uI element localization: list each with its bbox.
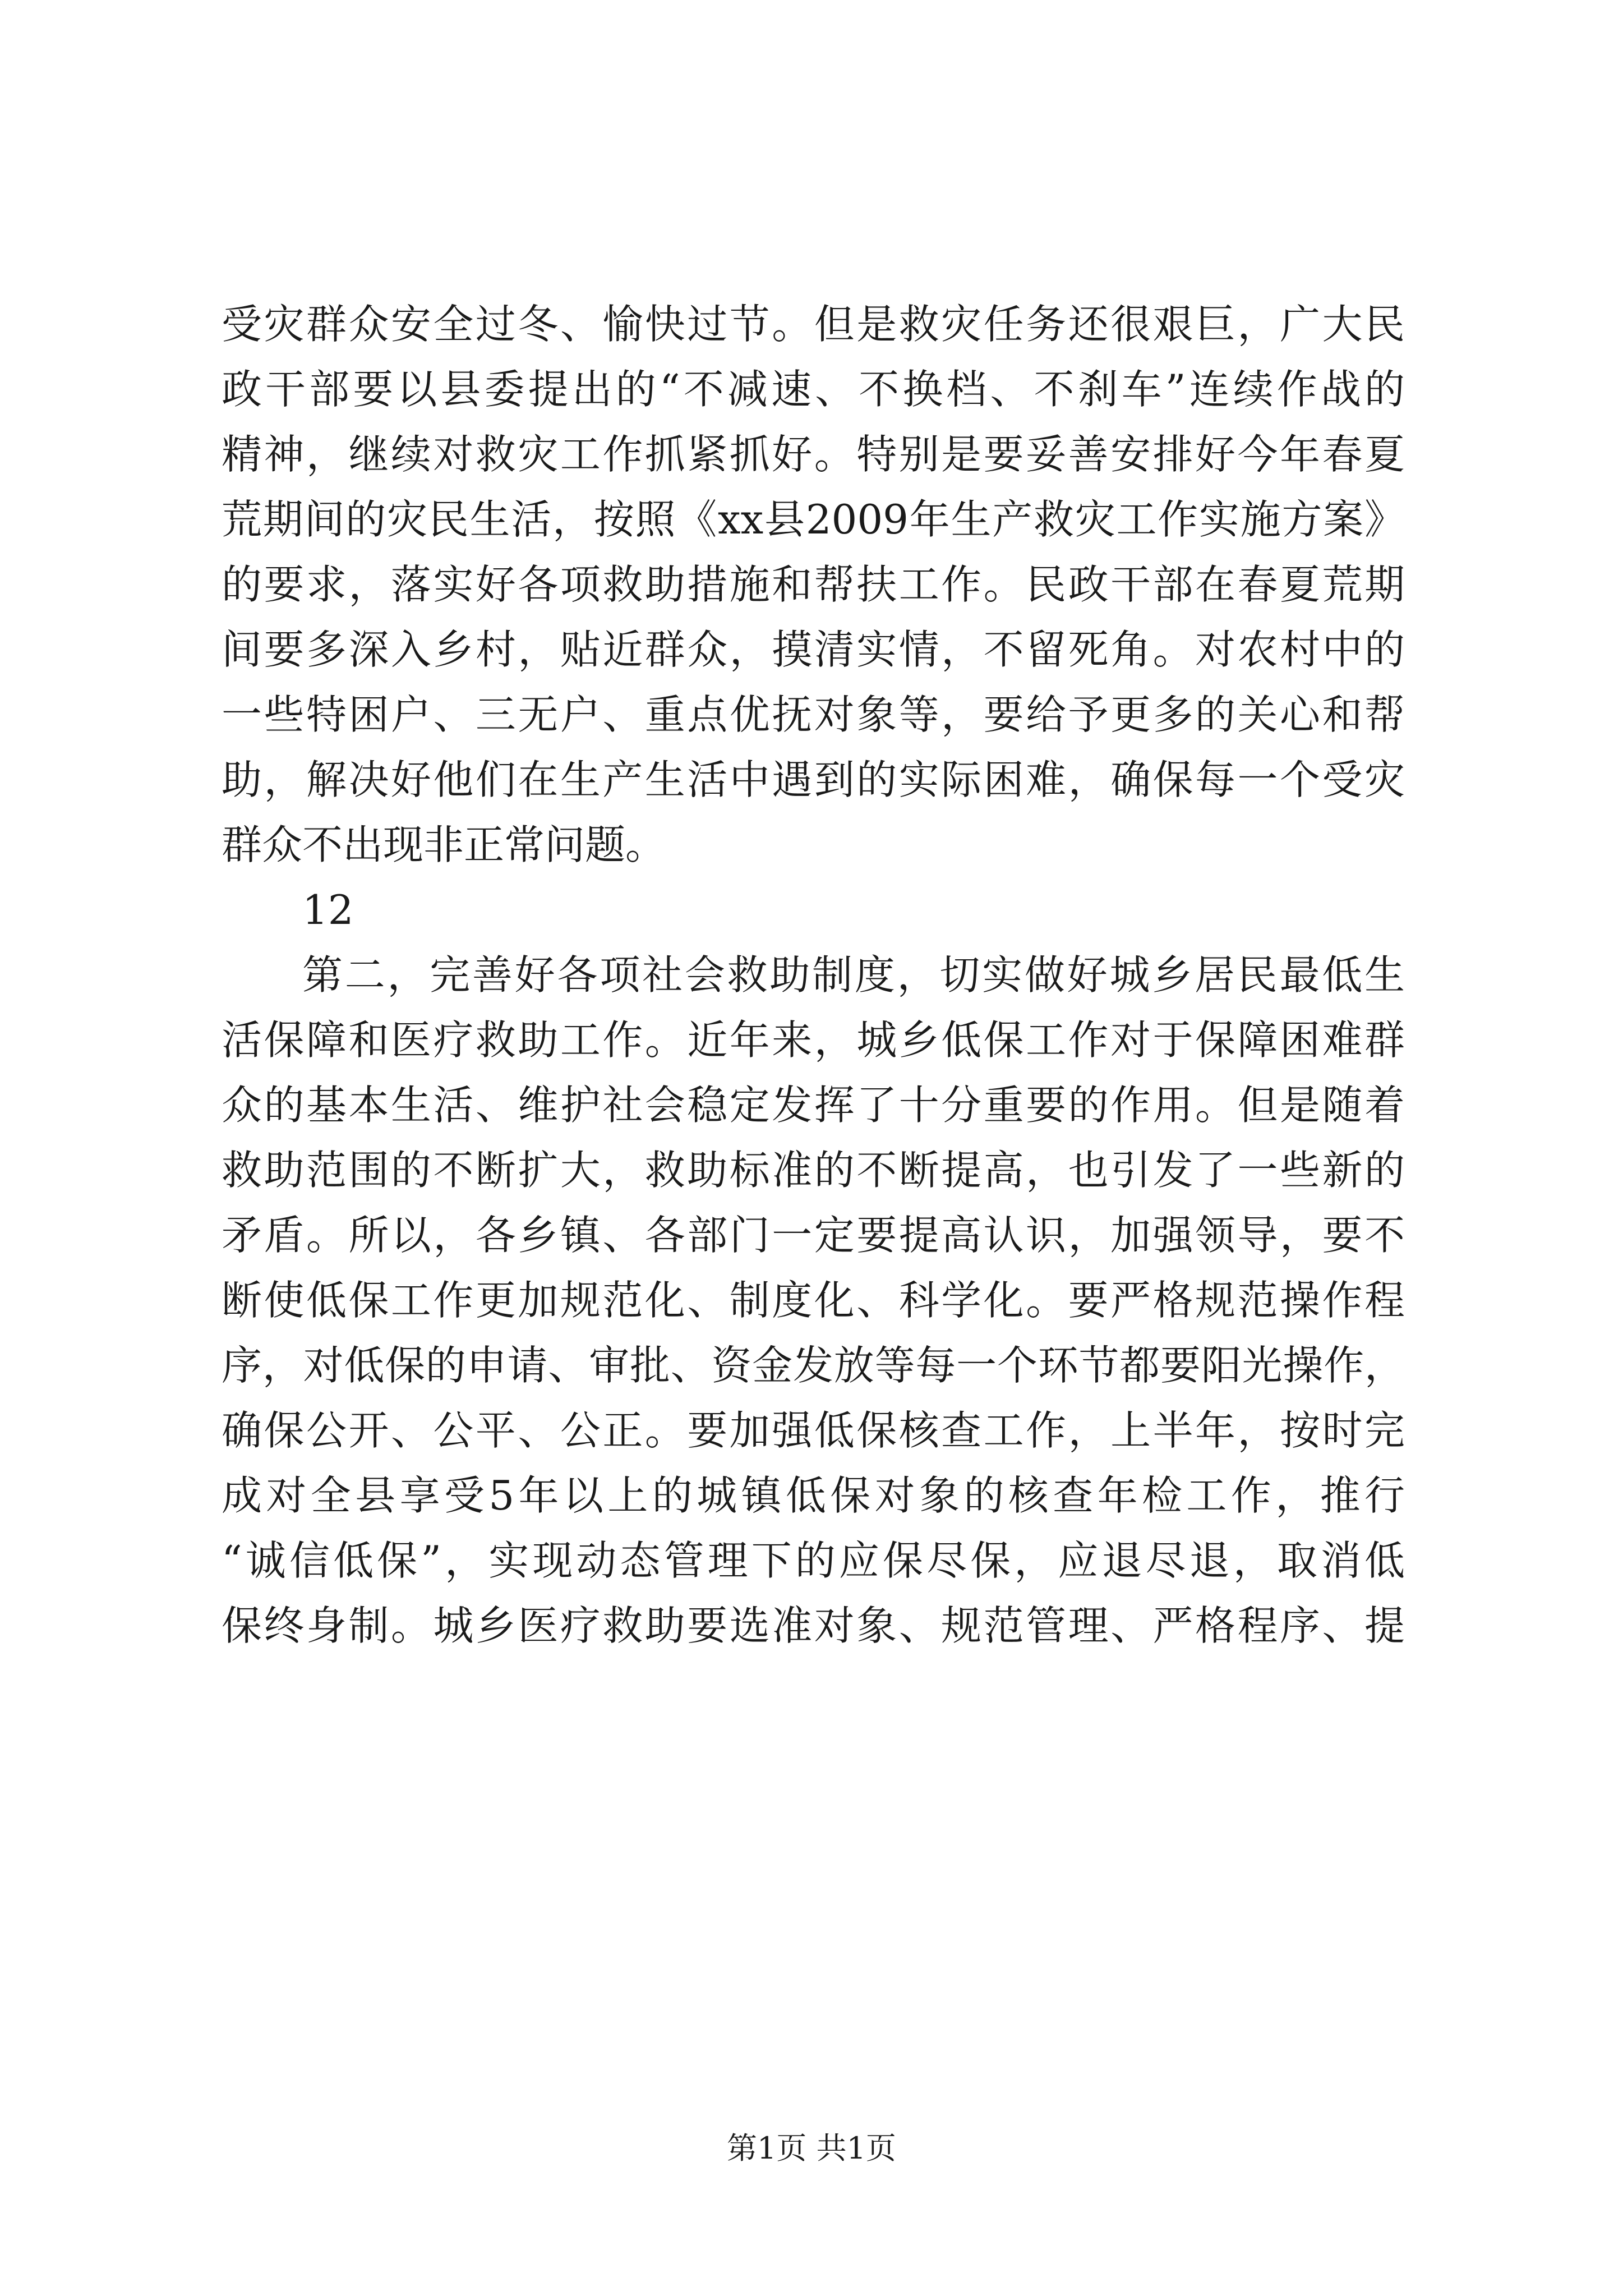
paragraph-2-line-8: 确保公开、公平、公正。要加强低保核查工作，上半年，按时完 [222, 1407, 1405, 1454]
paragraph-1-line-3: 精神，继续对救灾工作抓紧抓好。特别是要妥善安排好今年春夏 [222, 431, 1405, 478]
paragraph-2-line-4: 救助范围的不断扩大，救助标准的不断提高，也引发了一些新的 [222, 1147, 1405, 1194]
paragraph-2-line-5: 矛盾。所以，各乡镇、各部门一定要提高认识，加强领导，要不 [222, 1212, 1405, 1259]
document-body [222, 292, 1405, 1658]
paragraph-1-line-4: 荒期间的灾民生活，按照《xx县2009年生产救灾工作实施方案》 [222, 496, 1405, 543]
paragraph-1-line-7: 一些特困户、三无户、重点优抚对象等，要给予更多的关心和帮 [222, 691, 1405, 738]
paragraph-2-line-9: 成对全县享受5年以上的城镇低保对象的核查年检工作，推行 [222, 1472, 1405, 1519]
paragraph-number: 12 [302, 886, 354, 933]
paragraph-1-line-9: 群众不出现非正常问题。 [222, 821, 666, 868]
paragraph-2-line-7: 序，对低保的申请、审批、资金发放等每一个环节都要阳光操作， [222, 1342, 1405, 1389]
paragraph-2-line-2: 活保障和医疗救助工作。近年来，城乡低保工作对于保障困难群 [222, 1016, 1405, 1064]
paragraph-1-line-5: 的要求，落实好各项救助措施和帮扶工作。民政干部在春夏荒期 [222, 561, 1405, 608]
page-footer: 第1页 共1页 [727, 2131, 896, 2166]
paragraph-2-line-6: 断使低保工作更加规范化、制度化、科学化。要严格规范操作程 [222, 1277, 1405, 1324]
paragraph-1-line-6: 间要多深入乡村，贴近群众，摸清实情，不留死角。对农村中的 [222, 626, 1405, 673]
paragraph-2-line-3: 众的基本生活、维护社会稳定发挥了十分重要的作用。但是随着 [222, 1082, 1405, 1129]
paragraph-1-line-1: 受灾群众安全过冬、愉快过节。但是救灾任务还很艰巨，广大民 [222, 301, 1405, 348]
paragraph-1-line-2: 政干部要以县委提出的“不减速、不换档、不刹车”连续作战的 [222, 366, 1405, 413]
paragraph-1-line-8: 助，解决好他们在生产生活中遇到的实际困难，确保每一个受灾 [222, 756, 1405, 803]
paragraph-2-line-1: 第二，完善好各项社会救助制度，切实做好城乡居民最低生 [302, 951, 1405, 999]
paragraph-2-line-10: “诚信低保”，实现动态管理下的应保尽保，应退尽退，取消低 [222, 1537, 1405, 1584]
paragraph-2-line-11: 保终身制。城乡医疗救助要选准对象、规范管理、严格程序、提 [222, 1602, 1405, 1649]
